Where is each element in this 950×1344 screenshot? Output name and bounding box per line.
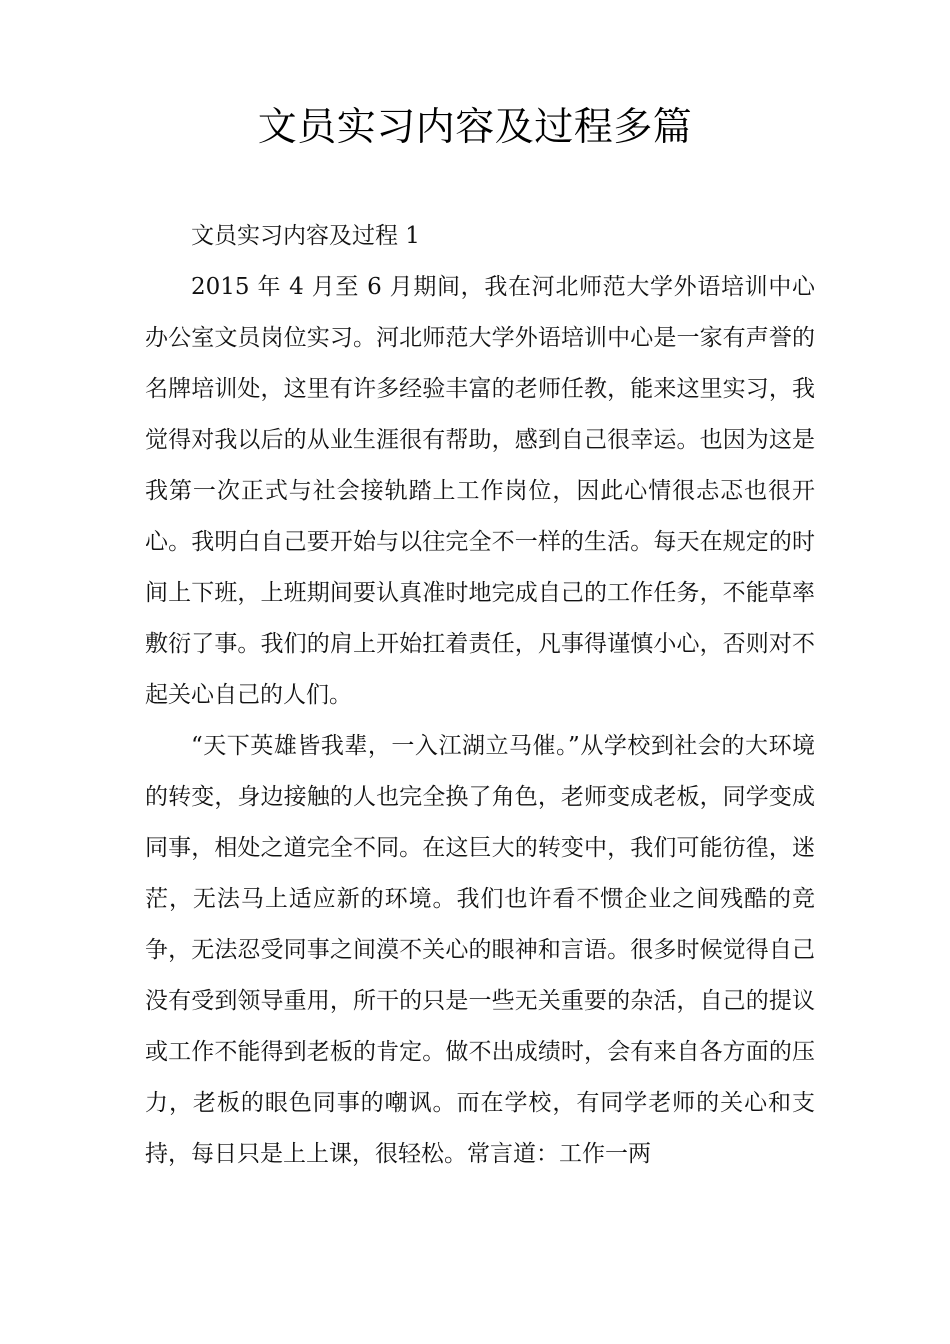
- paragraph-2: “天下英雄皆我辈，一入江湖立马催。”从学校到社会的大环境的转变，身边接触的人也完全换了角色，老师变成老板，同学变成同事，相处之道完全不同。在这巨大的转变中，我们可能彷徨，迷茫，无法马上适应新的环境。我们也许看不惯企业之间残酷的竞争，无法忍受同事之间漠不关心的眼神和言语。很多时候觉得自己没有受到领导重用，所干的只是一些无关重要的杂活，自己的提议或工作不能得到老板的肯定。做不出成绩时，会有来自各方面的压力，老板的眼色同事的嘲讽。而在学校，有同学老师的关心和支持，每日只是上上课，很轻松。常言道：工作一两: [145, 733, 815, 1167]
- document-body: [145, 211, 815, 1180]
- document-title: 文员实习内容及过程多篇: [257, 105, 693, 150]
- section-heading: 文员实习内容及过程 1: [191, 223, 420, 249]
- paragraph-1: 2015 年 4 月至 6 月期间，我在河北师范大学外语培训中心办公室文员岗位实习。河北师范大学外语培训中心是一家有声誉的名牌培训处，这里有许多经验丰富的老师任教，能来这里实习，我觉得对我以后的从业生涯很有帮助，感到自己很幸运。也因为这是我第一次正式与社会接轨踏上工作岗位，因此心情很忐忑也很开心。我明白自己要开始与以往完全不一样的生活。每天在规定的时间上下班，上班期间要认真准时地完成自己的工作任务，不能草率敷衍了事。我们的肩上开始扛着责任，凡事得谨慎小心，否则对不起关心自己的人们。: [145, 274, 815, 708]
